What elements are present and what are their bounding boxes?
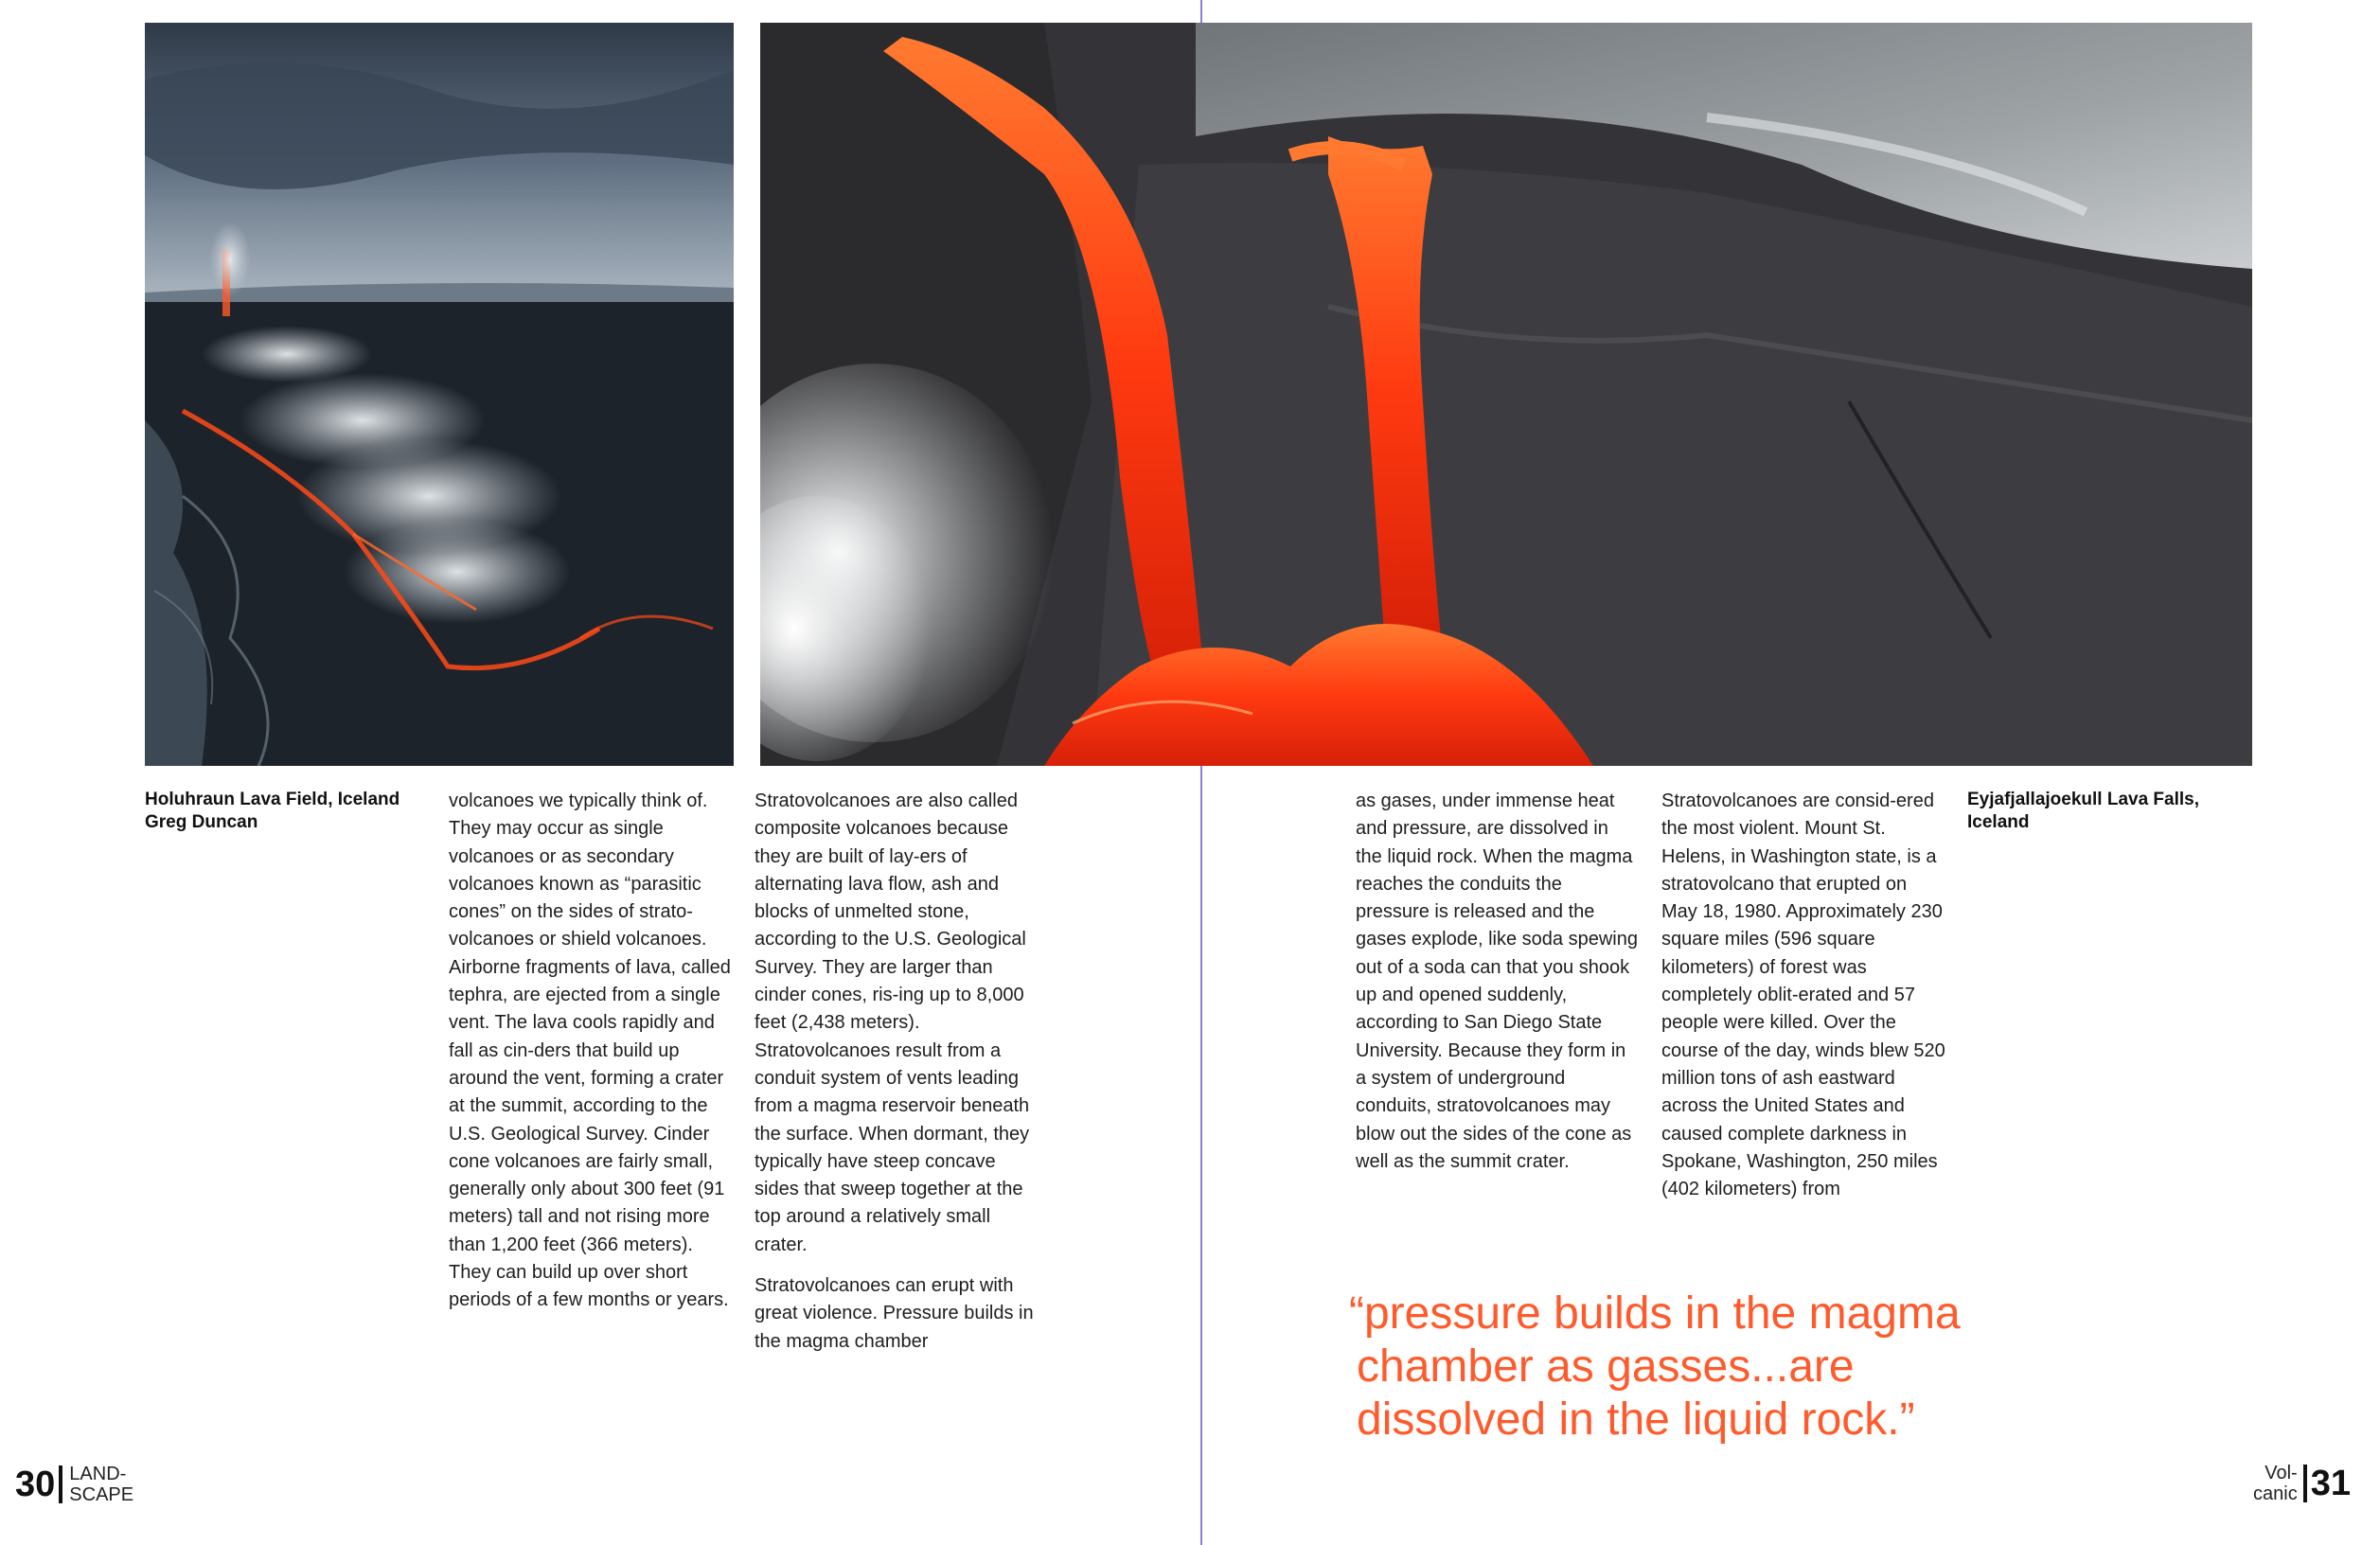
paragraph: Stratovolcanoes can erupt with great violence. Pressure builds in the magma chamber (755, 1275, 1034, 1352)
caption-credit: Greg Duncan (145, 812, 258, 832)
lava-field-photo (145, 23, 734, 766)
right-column-2 (1661, 788, 1945, 1216)
section-label-line: SCAPE (69, 1484, 134, 1505)
pull-quote (1349, 1288, 2012, 1447)
lava-field-illustration (145, 23, 734, 766)
section-label-line: canic (2253, 1483, 2298, 1504)
pull-quote-line: chamber as gasses...are (1357, 1341, 1855, 1392)
left-column-1 (449, 788, 733, 1328)
pull-quote-line: dissolved in the liquid rock.” (1357, 1394, 1915, 1445)
paragraph: Stratovolcanoes are consid-ered the most violent. Mount St. Helens, in Washington state, is a stratovolcano that erupted on May 18, 1980. Approximately 230 square miles (596 square kilometers) of forest was completely oblit-erated and 57 people were killed. Over the course of the day, winds blew 520 million tons of ash eastward across the United States and caused complete darkness in Spokane, Washington, 250 miles (402 kilometers) from (1661, 790, 1945, 1200)
lava-falls-photo (760, 23, 2252, 766)
lava-field-caption (145, 789, 429, 834)
paragraph: Stratovolcanoes are also called composite volcanoes because they are built of lay-ers of alternating lava flow, ash and blocks of unmelted stone, according to the U.S. Geological Survey. They are larger than cinder cones, ris-ing up to 8,000 feet (2,438 meters). Stratovolcanoes result from a conduit system of vents leading from a magma reservoir beneath the surface. When dormant, they typically have steep concave sides that sweep together at the top around a relatively small crater. (755, 790, 1030, 1255)
pull-quote-line: “pressure builds in the magma (1349, 1288, 1961, 1339)
page-number: 31 (2310, 1463, 2351, 1503)
lava-falls-illustration (760, 23, 2252, 766)
section-label (2253, 1463, 2303, 1504)
lava-falls-caption (1967, 789, 2213, 834)
page-number: 30 (15, 1464, 56, 1504)
paragraph: as gases, under immense heat and pressure, are dissolved in the liquid rock. When the magma reaches the conduits the pressure is released and the gases explode, like soda spewing out of a soda can that you shook up and opened suddenly, according to San Diego State University. Because they form in a system of underground conduits, stratovolcanoes may blow out the sides of the cone as well as the summit crater. (1356, 790, 1638, 1172)
section-label-line: LAND- (69, 1464, 127, 1484)
folio-divider (2303, 1465, 2307, 1502)
caption-title: Holuhraun Lava Field, Iceland (145, 790, 400, 809)
caption-title: Eyjafjallajoekull Lava Falls, (1967, 790, 2200, 809)
caption-title-cont: Iceland (1967, 812, 2030, 832)
left-column-2 (755, 788, 1039, 1369)
section-label (68, 1463, 134, 1506)
left-folio (15, 1463, 134, 1506)
right-folio (2253, 1463, 2351, 1504)
right-column-1 (1356, 788, 1640, 1189)
section-label-line: Vol- (2265, 1463, 2298, 1483)
paragraph: volcanoes we typically think of. They may occur as single volcanoes or as secondary volcanoes known as “parasitic cones” on the sides of strato-volcanoes or shield volcanoes. Airborne fragments of lava, called tephra, are ejected from a single vent. The lava cools rapidly and fall as cin-ders that build up around the vent, forming a crater at the summit, according to the U.S. Geological Survey. Cinder cone volcanoes are fairly small, generally only about 300 feet (91 meters) tall and not rising more than 1,200 feet (366 meters). They can build up over short periods of a few months or years. (449, 790, 731, 1311)
folio-divider (59, 1465, 62, 1503)
